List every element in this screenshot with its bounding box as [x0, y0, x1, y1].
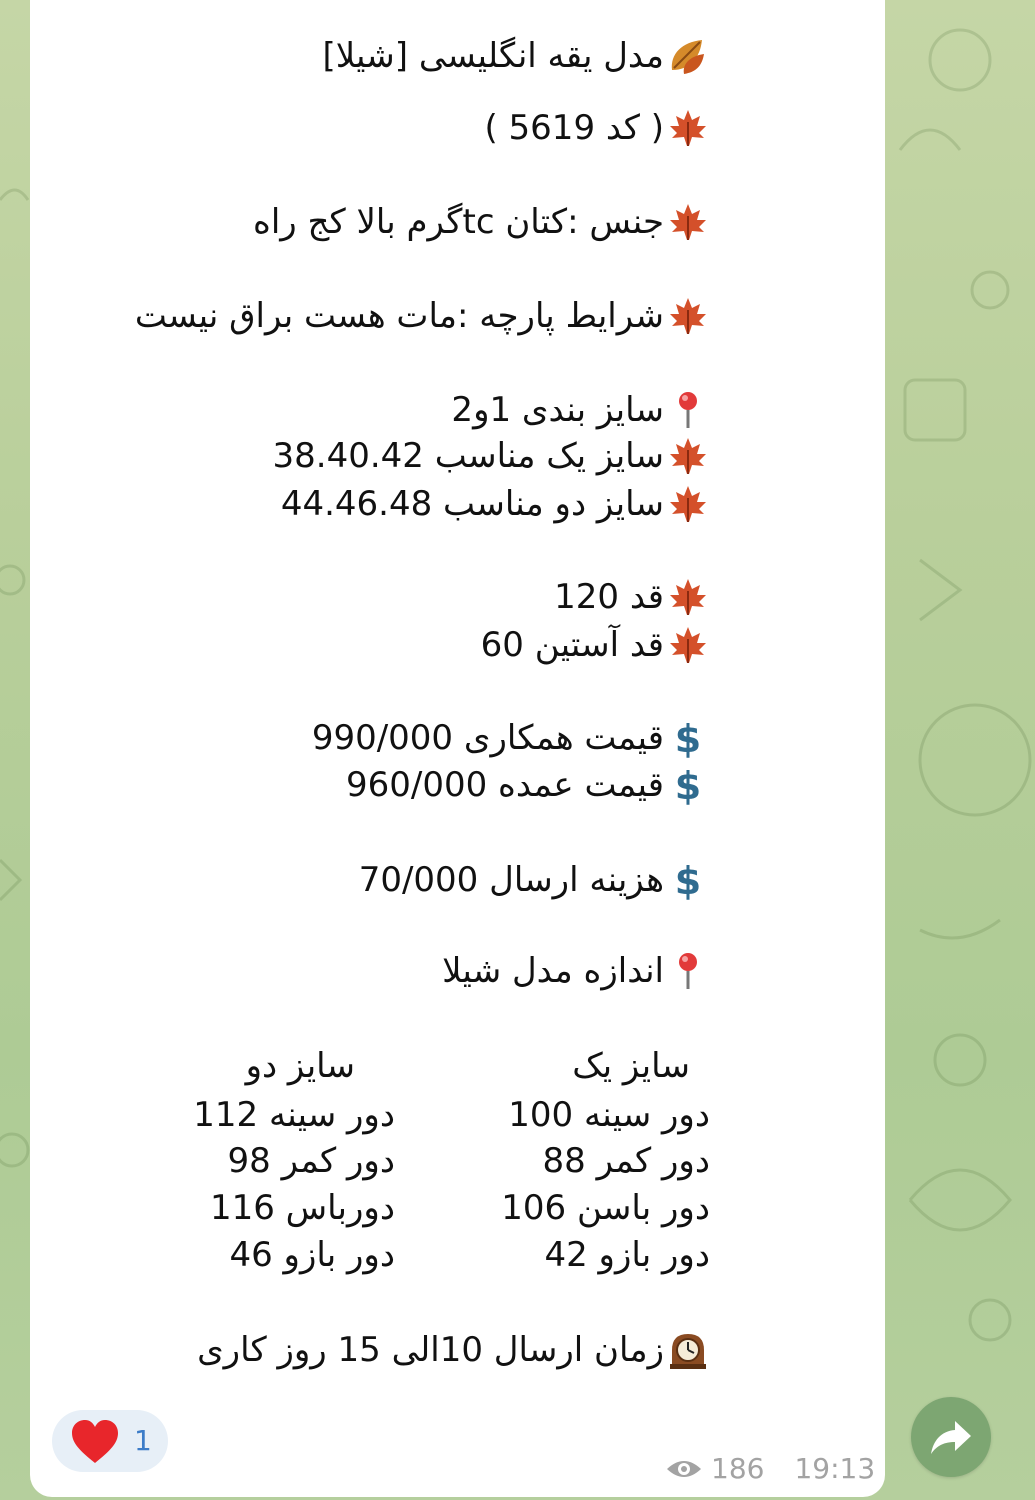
svg-text:$: $: [674, 718, 702, 758]
product-code: ( کد 5619 ): [484, 108, 664, 148]
message-meta: [665, 1452, 875, 1485]
material-text: جنس :کتان tcگرم بالا کج راه: [253, 202, 664, 242]
maple-leaf-icon: [666, 436, 710, 476]
material-line: [253, 202, 710, 242]
message-title-line: [322, 36, 710, 76]
col-two-row: دورباس 116: [209, 1188, 395, 1228]
views-count: 186: [711, 1452, 765, 1485]
dollar-sign-icon: [666, 860, 710, 900]
height-text: قد 120: [554, 577, 664, 617]
size-two-line: [281, 484, 710, 524]
forward-button[interactable]: [911, 1397, 991, 1477]
model-measure-header: اندازه مدل شیلا: [442, 951, 664, 991]
fallen-leaf-icon: [666, 36, 710, 76]
round-pushpin-icon: [666, 951, 710, 991]
forward-arrow-icon: [929, 1417, 973, 1457]
dollar-sign-icon: [666, 765, 710, 805]
col-one-row: دور کمر 88: [542, 1141, 710, 1181]
maple-leaf-icon: [666, 625, 710, 665]
maple-leaf-icon: [666, 108, 710, 148]
sleeve-text: قد آستین 60: [480, 625, 664, 665]
col-one-row: دور سینه 100: [508, 1095, 710, 1135]
sizing-header-line: [451, 390, 710, 430]
reaction-count: 1: [134, 1424, 152, 1457]
sizing-header: سایز بندی 1و2: [451, 390, 664, 430]
col-one-title: سایز یک: [572, 1046, 690, 1086]
message-title: مدل یقه انگلیسی [شیلا]: [322, 36, 664, 76]
heart-reaction-button[interactable]: [52, 1410, 168, 1472]
message-time: 19:13: [794, 1452, 876, 1485]
price-partner-text: قیمت همکاری 990/000: [311, 718, 664, 758]
svg-text:$: $: [674, 860, 702, 900]
svg-text:$: $: [674, 765, 702, 805]
col-two-row: دور کمر 98: [227, 1141, 395, 1181]
col-two-row: دور بازو 46: [229, 1235, 395, 1275]
message-bubble: [30, 0, 885, 1497]
size-one-text: سایز یک مناسب 38.40.42: [272, 436, 664, 476]
shipping-line: [359, 860, 710, 900]
price-partner-line: [312, 718, 710, 758]
col-one-row: دور باسن 106: [501, 1188, 710, 1228]
col-two-row: دور سینه 112: [193, 1095, 395, 1135]
col-one-row: دور بازو 42: [544, 1235, 710, 1275]
sleeve-line: [481, 625, 710, 665]
heart-icon: [70, 1419, 120, 1465]
mantelpiece-clock-icon: [666, 1330, 710, 1370]
price-wholesale-line: [346, 765, 710, 805]
shipping-text: هزینه ارسال 70/000: [358, 860, 664, 900]
maple-leaf-icon: [666, 577, 710, 617]
views-eye-icon: [665, 1457, 703, 1481]
round-pushpin-icon: [666, 390, 710, 430]
maple-leaf-icon: [666, 296, 710, 336]
fabric-text: شرایط پارچه :مات هست براق نیست: [134, 296, 664, 336]
dollar-sign-icon: [666, 718, 710, 758]
code-line: [484, 108, 710, 148]
delivery-text: زمان ارسال 10الی 15 روز کاری: [197, 1330, 664, 1370]
size-two-text: سایز دو مناسب 44.46.48: [280, 484, 664, 524]
size-one-line: [273, 436, 711, 476]
maple-leaf-icon: [666, 484, 710, 524]
delivery-line: [197, 1330, 710, 1370]
model-measure-header-line: [442, 951, 710, 991]
fabric-line: [135, 296, 710, 336]
col-two-title: سایز دو: [245, 1046, 355, 1086]
height-line: [554, 577, 710, 617]
maple-leaf-icon: [666, 202, 710, 242]
price-wholesale-text: قیمت عمده 960/000: [345, 765, 664, 805]
